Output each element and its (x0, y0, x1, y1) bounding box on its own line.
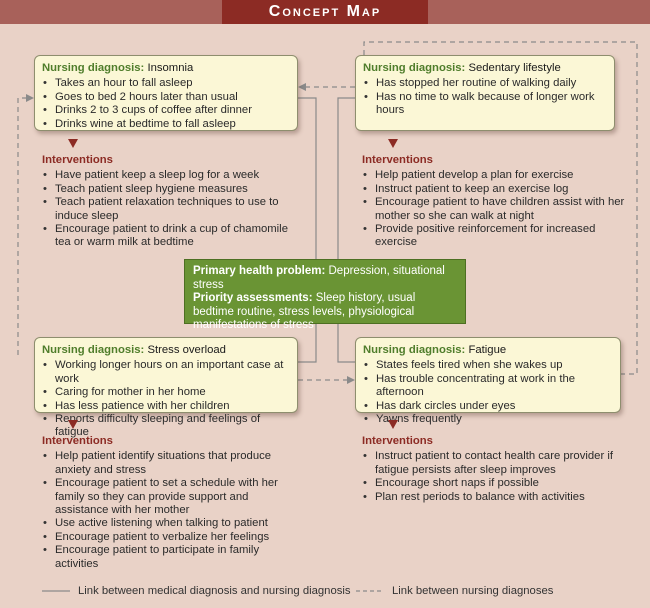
list-item: • Help patient develop a plan for exercise (362, 169, 634, 182)
symptom-list (363, 359, 612, 426)
symptom-list (42, 359, 289, 439)
list-item: • Drinks 2 to 3 cups of coffee after dinner (42, 104, 289, 117)
list-item: • Caring for mother in her home (42, 386, 289, 399)
interventions-title: Interventions (42, 435, 113, 447)
interventions-insomnia (42, 154, 304, 250)
box-title: Nursing diagnosis: Sedentary lifestyle (363, 62, 561, 74)
list-item: • Has stopped her routine of walking daily (363, 77, 606, 90)
intervention-list (42, 169, 304, 249)
list-item: • Instruct patient to keep an exercise log (362, 183, 634, 196)
box-sedentary (355, 55, 615, 131)
box-title: Nursing diagnosis: Fatigue (363, 344, 507, 356)
list-item: • Use active listening when talking to patient (42, 517, 304, 530)
box-title: Nursing diagnosis: Insomnia (42, 62, 194, 74)
box-insomnia (34, 55, 298, 131)
list-item: • Has dark circles under eyes (363, 400, 612, 413)
list-item: • Has no time to walk because of longer work hours (363, 91, 606, 118)
interventions-stress (42, 435, 304, 571)
intervention-list (362, 169, 634, 249)
list-item: • Drinks wine at bedtime to fall asleep (42, 118, 289, 131)
interventions-sedentary (362, 154, 634, 250)
list-item: • Have patient keep a sleep log for a week (42, 169, 304, 182)
list-item: • States feels tired when she wakes up (363, 359, 612, 372)
arrowhead-icon (347, 376, 355, 384)
legend-dashed-label: Link between nursing diagnoses (392, 585, 554, 597)
list-item: • Has trouble concentrating at work in the afternoon (363, 373, 612, 400)
list-item: • Goes to bed 2 hours later than usual (42, 91, 289, 104)
arrowhead-icon (26, 94, 34, 102)
symptom-list (363, 77, 606, 117)
list-item: • Encourage patient to drink a cup of chamomile tea or warm milk at bedtime (42, 223, 304, 250)
list-item: • Encourage patient to set a schedule with her family so they can provide support and assistance with her mother (42, 477, 304, 517)
legend-solid-label: Link between medical diagnosis and nursing diagnosis (78, 585, 351, 597)
arrowhead-icon (298, 83, 306, 91)
priority-assessments-line: Priority assessments: Sleep history, usual bedtime routine, stress levels, physiological manifestations of stress (193, 292, 416, 332)
primary-problem-line: Primary health problem: Depression, situational stress (193, 265, 445, 291)
list-item: • Has less patience with her children (42, 400, 289, 413)
list-item: • Reports difficulty sleeping and feelings of fatigue (42, 413, 289, 440)
solid-link-sedentary (338, 98, 355, 260)
down-arrow-icon (388, 139, 398, 148)
list-item: • Encourage patient to participate in family activities (42, 544, 304, 571)
list-item: • Instruct patient to contact health care provider if fatigue persists after sleep improves (362, 450, 634, 477)
intervention-list (42, 450, 304, 571)
box-title: Nursing diagnosis: Stress overload (42, 344, 226, 356)
list-item: • Teach patient sleep hygiene measures (42, 183, 304, 196)
list-item: • Help patient identify situations that produce anxiety and stress (42, 450, 304, 477)
list-item: • Teach patient relaxation techniques to use to induce sleep (42, 196, 304, 223)
down-arrow-icon (388, 420, 398, 429)
list-item: • Yawns frequently (363, 413, 612, 426)
interventions-title: Interventions (362, 435, 433, 447)
box-fatigue (355, 337, 621, 426)
list-item: • Takes an hour to fall asleep (42, 77, 289, 90)
list-item: • Encourage patient to have children assist with her mother so she can walk at night (362, 196, 634, 223)
box-stress-overload (34, 337, 298, 439)
list-item: • Plan rest periods to balance with activities (362, 491, 634, 504)
interventions-title: Interventions (362, 154, 433, 166)
symptom-list (42, 77, 289, 131)
page-title: Concept Map (222, 0, 428, 24)
list-item: • Working longer hours on an important case at work (42, 359, 289, 386)
dashed-link-insomnia-stress (18, 98, 28, 355)
primary-health-problem-box (184, 259, 466, 332)
interventions-fatigue (362, 435, 634, 504)
list-item: • Encourage patient to verbalize her feelings (42, 531, 304, 544)
intervention-list (362, 450, 634, 504)
down-arrow-icon (68, 420, 78, 429)
down-arrow-icon (68, 139, 78, 148)
list-item: • Encourage short naps if possible (362, 477, 634, 490)
list-item: • Provide positive reinforcement for increased exercise (362, 223, 634, 250)
interventions-title: Interventions (42, 154, 113, 166)
